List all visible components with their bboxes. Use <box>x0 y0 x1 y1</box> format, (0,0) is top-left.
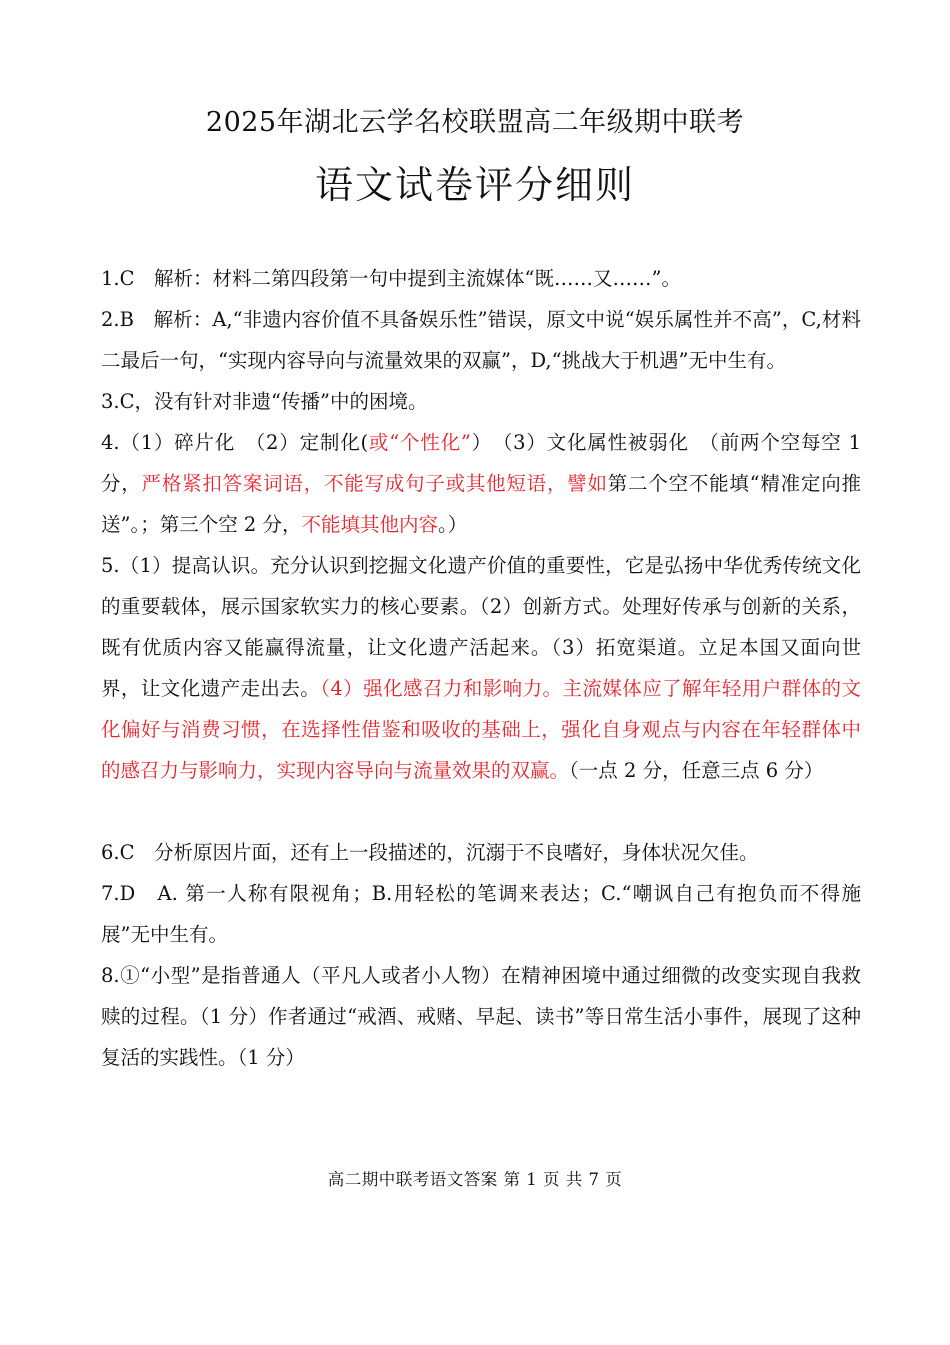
answer-q7: 7.D A. 第一人称有限视角；B.用轻松的笔调来表达；C.“嘲讽自己有抱负而不得施展”无中生有。 <box>101 882 861 946</box>
answer-q8: 8.①“小型”是指普通人（平凡人或者小人物）在精神困境中通过细微的改变实现自我救赎的过程。（1 分）作者通过“戒酒、戒赌、早起、读书”等日常生活小事件，展现了这种复活的实践性。（1 分） <box>101 964 861 1069</box>
answer-q1: 1.C 解析：材料二第四段第一句中提到主流媒体“既……又……”。 <box>101 267 681 290</box>
answer-q4-red-note-1: 或“个性化” <box>368 431 471 454</box>
answer-q5-text-1: 5.（1）提高认识。充分认识到挖掘文化遗产价值的重要性，它是弘扬中华优秀传统文化的重要载体，展示国家软实力的核心要素。（2）创新方式。处理好传承与创新的关系，既有优质内容又能赢得流量，让文化遗产活起来。（3）拓宽渠道。立足本国又面向世界，让文化遗产走出去。 <box>101 554 861 700</box>
document-title: 语文试卷评分细则 <box>314 163 635 207</box>
answer-q4-text-2: ） （3）文化属性被弱化 （前两个空每空 1 分， <box>101 431 861 495</box>
answer-q3: 3.C，没有针对非遗“传播”中的困境。 <box>101 390 428 413</box>
answer-q6: 6.C 分析原因片面，还有上一段描述的，沉溺于不良嗜好，身体状况欠佳。 <box>101 841 759 864</box>
answer-q4-text-4: 。） <box>438 513 468 536</box>
answer-q5-scoring: （一点 2 分，任意三点 6 分） <box>569 759 824 782</box>
answer-q2: 2.B 解析：A,“非遗内容价值不具备娱乐性”错误，原文中说“娱乐属性并不高”，C,材料二最后一句，“实现内容导向与流量效果的双赢”，D,“挑战大于机遇”无中生有。 <box>101 308 861 372</box>
exam-header-title: 2025年湖北云学名校联盟高二年级期中联考 <box>205 107 745 138</box>
answer-body <box>101 258 861 1078</box>
answer-q5 <box>101 545 861 791</box>
section-gap <box>101 791 861 832</box>
answer-q4-red-note-3: 不能填其他内容 <box>301 513 439 536</box>
answer-q4 <box>101 422 861 545</box>
answer-q4-text-3: 第二个空不能填“精准定向推送”。；第三个空 2 分， <box>101 472 861 536</box>
page-footer: 高二期中联考语文答案 第 1 页 共 7 页 <box>327 1170 623 1189</box>
answer-q4-text-1: 4.（1）碎片化 （2）定制化( <box>101 431 369 454</box>
answer-q4-red-note-2: 严格紧扣答案词语，不能写成句子或其他短语，譬如 <box>141 472 608 495</box>
answer-q5-red-point-4: （4）强化感召力和影响力。主流媒体应了解年轻用户群体的文化偏好与消费习惯，在选择性借鉴和吸收的基础上，强化自身观点与内容在年轻群体中的感召力与影响力，实现内容导向与流量效果的双赢。 <box>101 677 861 782</box>
